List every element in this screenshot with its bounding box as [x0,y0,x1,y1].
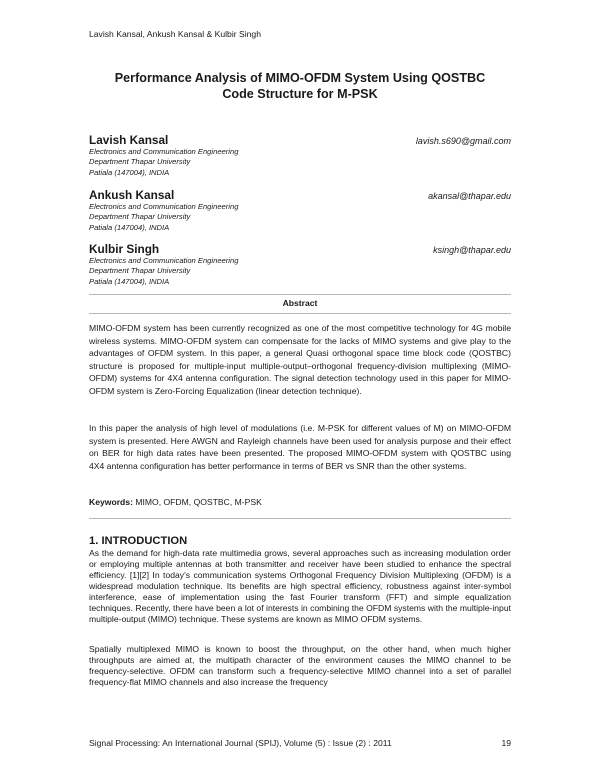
author-email: akansal@thapar.edu [428,191,511,201]
author-affiliation: Department Thapar University [89,266,191,276]
author-affiliation: Patiala (147004), INDIA [89,222,170,232]
author-email: lavish.s690@gmail.com [415,136,511,146]
footer-journal: Signal Processing: An International Journal (SPIJ), Volume (5) : Issue (2) : 2011 [89,738,392,748]
author-block-2 [89,188,511,233]
running-head: Lavish Kansal, Ankush Kansal & Kulbir Singh [89,29,261,39]
author-affiliation: Patiala (147004), INDIA [89,167,170,177]
introduction-paragraph-1: As the demand for high-data rate multimedia grows, several approaches such as increasing modulation order or employing multiple antennas at both transmitter and receiver have been studied to enhance the spectral efficiency. [1][2] In today's communication systems Orthogonal Frequency Division Multiplexing (OFDM) is a widespread modulation technique. Its benefits are high spectral efficiency, robustness against inter-symbol interference, ease of implementation using the fast Fourier transform (FFT) and simple equalization techniques. Recently, there have been a lot of interests in combining the OFDM systems with the multiple-input multiple-output (MIMO) technique. These systems are known as MIMO OFDM systems. [89,548,511,624]
abstract-paragraph-2: In this paper the analysis of high level of modulations (i.e. M-PSK for different values of M) on MIMO-OFDM system is presented. Here AWGN and Rayleigh channels have been used for analysis purpose and their effect on BER for high data rates have been presented. The proposed MIMO-OFDM system with QOSTBC using 4X4 antenna configuration has better performance in terms of BER vs SNR than the other systems. [89,423,511,471]
page-footer [89,738,511,748]
author-affiliation: Electronics and Communication Engineering [89,147,239,156]
abstract-heading-rule [89,313,511,314]
abstract-top-rule [89,294,511,295]
abstract-heading: Abstract [282,298,318,308]
author-affiliation: Electronics and Communication Engineering [89,256,239,265]
abstract-paragraph-1: MIMO-OFDM system has been currently recognized as one of the most competitive technology for 4G mobile wireless systems. MIMO-OFDM system can compensate for the lacks of MIMO systems and give play to the advantages of OFDM system. In this paper, a general Quasi orthogonal space time block code (QOSTBC) structure is proposed for multiple-input multiple-output–orthogonal frequency-division multiplexing (MIMO-OFDM) systems for 4X4 antenna configuration. The signal detection technology used in this paper for MIMO-OFDM system is Zero-Forcing Equalization (linear detection technique). [89,323,511,396]
author-affiliation: Electronics and Communication Engineering [89,202,239,211]
author-affiliation: Department Thapar University [89,212,191,222]
introduction-paragraph-2: Spatially multiplexed MIMO is known to boost the throughput, on the other hand, when much higher throughputs are aimed at, the multipath character of the environment causes the MIMO channel to be frequency-selective. OFDM can transform such a frequency-selective MIMO channel into a set of parallel frequency-flat MIMO channels and also increase the frequency [89,644,511,687]
paper-title [60,70,540,102]
author-email: ksingh@thapar.edu [433,245,511,255]
keywords-bottom-rule [89,518,511,519]
section-heading: 1. INTRODUCTION [89,535,188,547]
author-name: Kulbir Singh [89,242,160,256]
keywords [89,497,511,507]
keywords-label: Keywords: [89,497,133,507]
title-line-2: Code Structure for M-PSK [222,87,378,101]
author-name: Lavish Kansal [89,133,169,147]
author-name: Ankush Kansal [89,188,175,202]
author-affiliation: Department Thapar University [89,157,191,167]
author-affiliation: Patiala (147004), INDIA [89,276,170,286]
title-line-1: Performance Analysis of MIMO-OFDM System Using QOSTBC [114,71,486,85]
author-block-1 [89,133,511,178]
author-block-3 [89,242,511,287]
keywords-text: MIMO, OFDM, QOSTBC, M-PSK [132,497,262,507]
page-number: 19 [501,738,511,748]
